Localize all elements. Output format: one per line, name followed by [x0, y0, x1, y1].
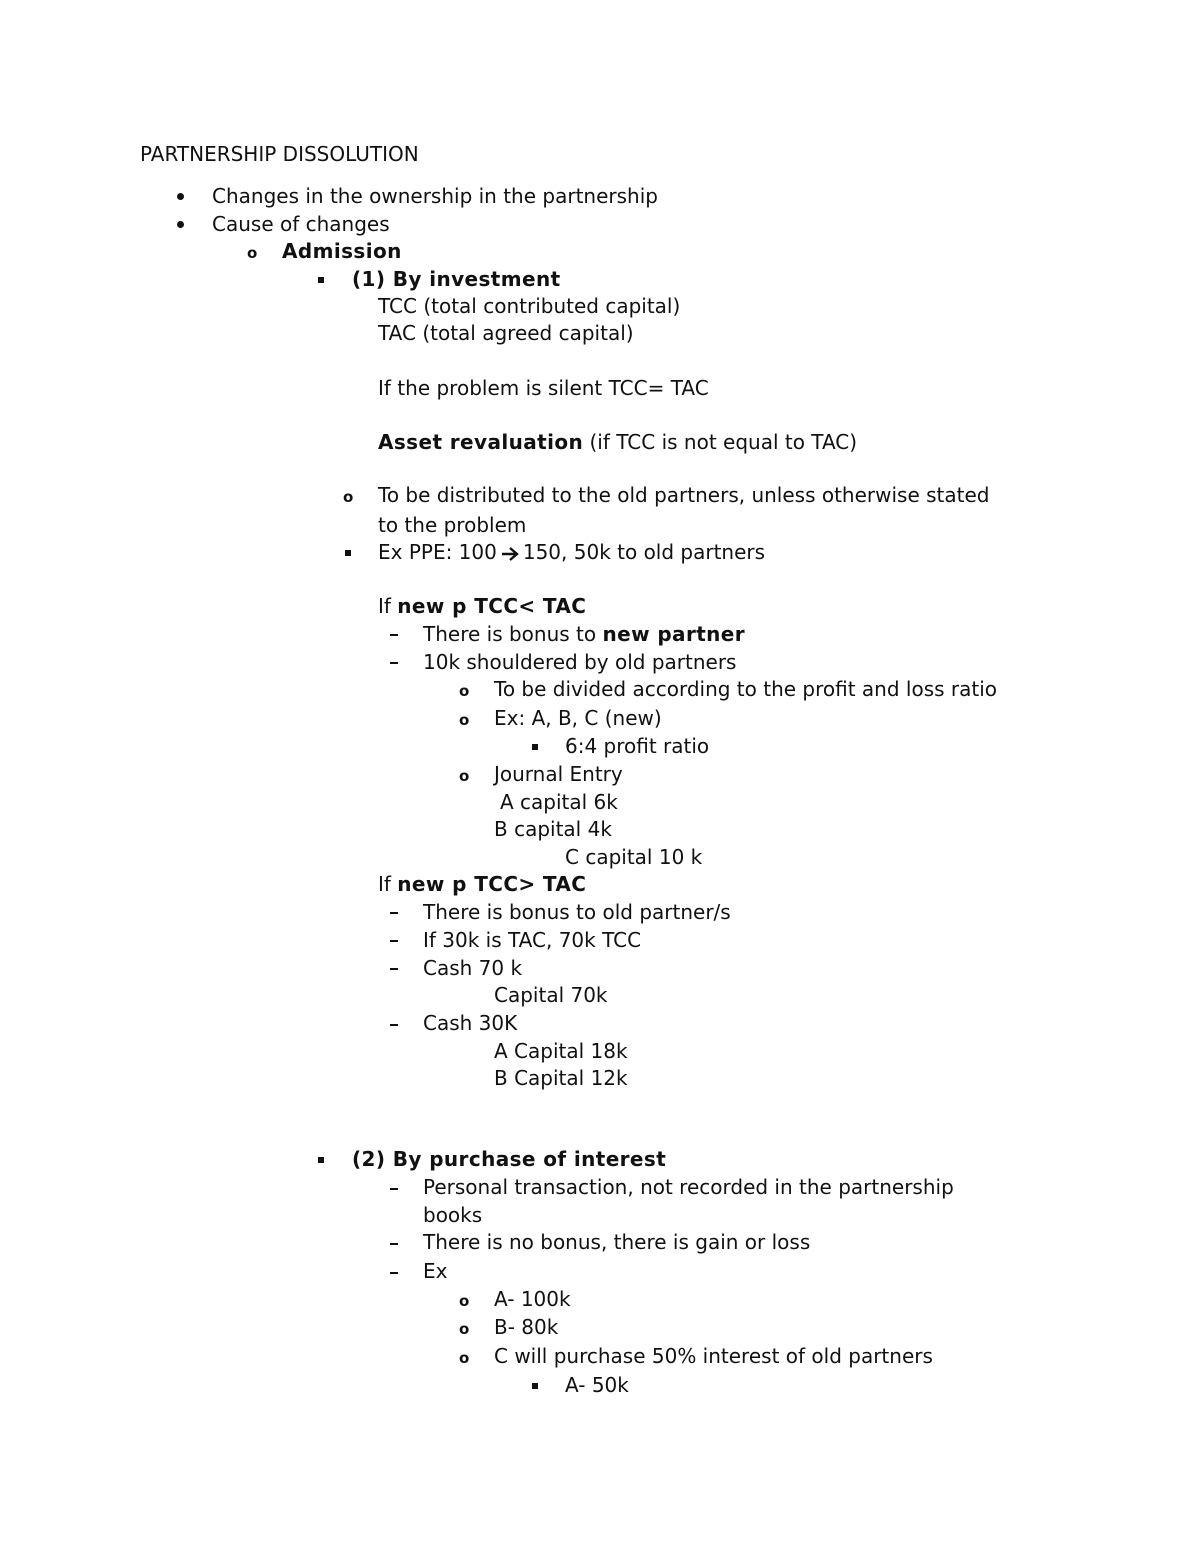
- bullet-icon: [177, 193, 184, 200]
- dash-icon: [390, 634, 398, 636]
- bullet-text: Cause of changes: [212, 212, 390, 236]
- purchase-amount: A- 50k: [565, 1373, 629, 1397]
- ppe-example: [378, 542, 765, 562]
- example-label: Ex: [423, 1259, 448, 1283]
- journal-entry-heading: Journal Entry: [494, 762, 623, 786]
- circle-bullet-icon: o: [459, 1320, 470, 1338]
- partner-capital: A- 100k: [494, 1287, 571, 1311]
- dash-icon: [390, 968, 398, 970]
- capital-entry: A Capital 18k: [494, 1039, 628, 1063]
- bonus-new-partner: [423, 624, 745, 644]
- square-bullet-icon: [318, 1157, 324, 1163]
- personal-transaction-note-cont: books: [423, 1203, 483, 1227]
- dash-icon: [390, 1243, 398, 1245]
- dash-icon: [390, 912, 398, 914]
- dash-icon: [390, 1188, 398, 1190]
- ppe-example-before: Ex PPE: 100: [378, 540, 497, 564]
- asset-revaluation-label: Asset revaluation: [378, 430, 584, 454]
- circle-bullet-icon: o: [247, 244, 258, 262]
- square-bullet-icon: [532, 1383, 538, 1389]
- shouldered-note: 10k shouldered by old partners: [423, 650, 737, 674]
- cash-entry: Cash 30K: [423, 1011, 518, 1035]
- bullet-text: Changes in the ownership in the partnership: [212, 184, 658, 208]
- asset-revaluation-line: [378, 432, 857, 452]
- circle-bullet-icon: o: [459, 1292, 470, 1310]
- circle-bullet-icon: o: [459, 1349, 470, 1367]
- page-title: PARTNERSHIP DISSOLUTION: [140, 142, 419, 166]
- asset-revaluation-note: (if TCC is not equal to TAC): [583, 430, 858, 454]
- dash-icon: [390, 1272, 398, 1274]
- condition-lt: [378, 596, 586, 616]
- cash-entry: Cash 70 k: [423, 956, 523, 980]
- dash-icon: [390, 1024, 398, 1026]
- condition-gt-text: new p TCC> TAC: [397, 872, 587, 896]
- gain-loss-note: There is no bonus, there is gain or loss: [423, 1230, 811, 1254]
- condition-if: If: [378, 872, 398, 896]
- profit-ratio: 6:4 profit ratio: [565, 734, 710, 758]
- bonus-old-partners: There is bonus to old partner/s: [423, 900, 731, 924]
- condition-gt: [378, 874, 586, 894]
- purchase-heading: (2) By purchase of interest: [352, 1147, 667, 1171]
- tac-definition: TAC (total agreed capital): [378, 321, 634, 345]
- ppe-example-after: 150, 50k to old partners: [522, 540, 766, 564]
- capital-entry: B Capital 12k: [494, 1066, 628, 1090]
- partner-capital: B- 80k: [494, 1315, 559, 1339]
- square-bullet-icon: [532, 744, 538, 750]
- dash-icon: [390, 662, 398, 664]
- condition-if: If: [378, 594, 398, 618]
- purchase-note: C will purchase 50% interest of old partners: [494, 1344, 933, 1368]
- distribution-note: To be distributed to the old partners, unless otherwise stated: [378, 483, 990, 507]
- tac-tcc-example: If 30k is TAC, 70k TCC: [423, 928, 642, 952]
- condition-lt-text: new p TCC< TAC: [397, 594, 587, 618]
- distribution-note-cont: to the problem: [378, 513, 527, 537]
- square-bullet-icon: [345, 550, 351, 556]
- investment-heading: (1) By investment: [352, 267, 561, 291]
- arrow-right-icon: [501, 547, 519, 561]
- dash-icon: [390, 940, 398, 942]
- profit-loss-note: To be divided according to the profit and loss ratio: [494, 677, 998, 701]
- bullet-icon: [177, 221, 184, 228]
- journal-entry-line: B capital 4k: [494, 817, 612, 841]
- square-bullet-icon: [318, 277, 324, 283]
- silent-rule: If the problem is silent TCC= TAC: [378, 376, 709, 400]
- circle-bullet-icon: o: [459, 767, 470, 785]
- capital-entry: Capital 70k: [494, 983, 608, 1007]
- circle-bullet-icon: o: [343, 488, 354, 506]
- journal-entry-line: A capital 6k: [500, 790, 618, 814]
- circle-bullet-icon: o: [459, 682, 470, 700]
- journal-entry-line: C capital 10 k: [565, 845, 703, 869]
- circle-bullet-icon: o: [459, 711, 470, 729]
- bonus-recipient: new partner: [602, 622, 746, 646]
- example-partners: Ex: A, B, C (new): [494, 706, 662, 730]
- bonus-text: There is bonus to: [423, 622, 603, 646]
- personal-transaction-note: Personal transaction, not recorded in the partnership: [423, 1175, 954, 1199]
- tcc-definition: TCC (total contributed capital): [378, 294, 681, 318]
- admission-heading: Admission: [282, 239, 402, 263]
